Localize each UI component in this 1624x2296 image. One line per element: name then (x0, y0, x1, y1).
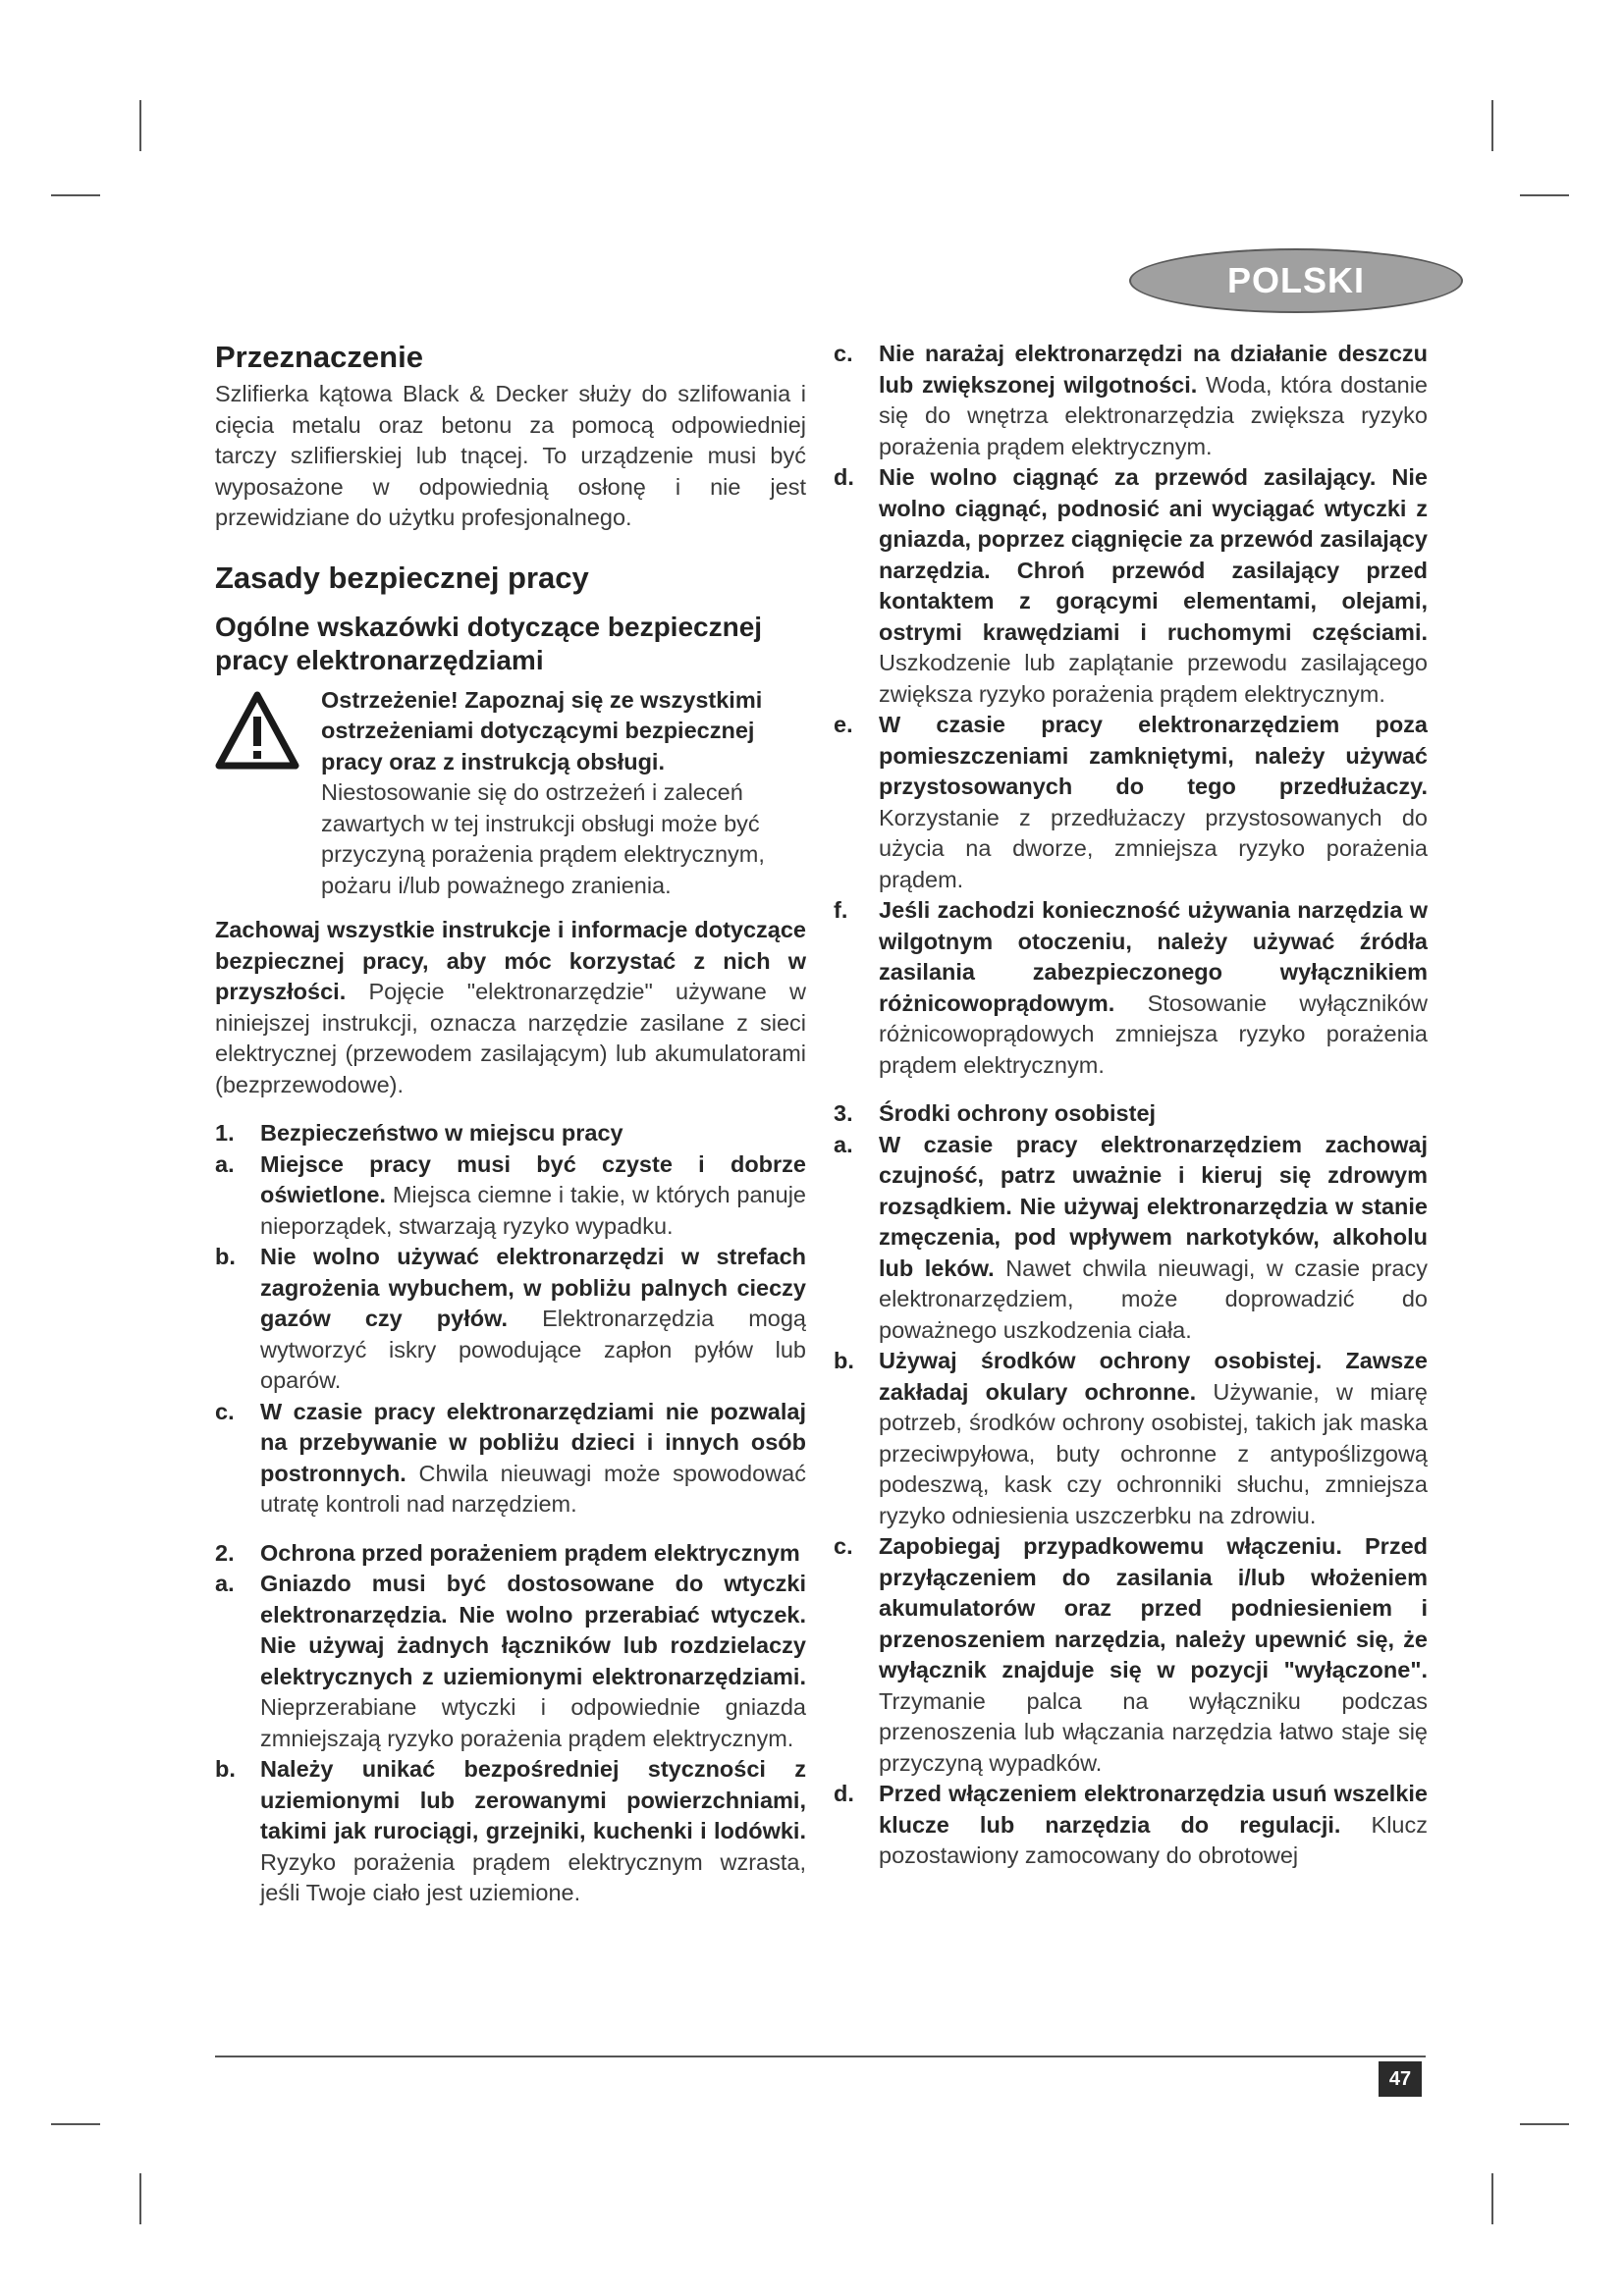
crop-mark (1520, 194, 1569, 196)
item-label: d. (834, 1781, 854, 1806)
item-bold: W czasie pracy elektronarzędziem poza pomieszczeniami zamkniętymi, należy używać przystosowanych do tego przedłużaczy. (879, 712, 1428, 799)
section-number: 1. (215, 1120, 235, 1146)
list-item (834, 1346, 1428, 1531)
item-text: Klucz pozostawiony zamocowany do obrotowej (879, 1811, 1428, 1868)
item-label: b. (834, 1348, 854, 1373)
crop-mark (1491, 100, 1493, 151)
crop-mark (139, 100, 141, 151)
footer-divider (215, 2056, 1426, 2057)
warning-body: Niestosowanie się do ostrzeżeń i zaleceń zawartych w tej instrukcji obsługi może być przyczyną porażenia prądem elektrycznym, pożaru i/lub poważnego zranienia. (321, 779, 765, 898)
left-column (215, 339, 806, 1909)
item-bold: Należy unikać bezpośredniej styczności z uziemionymi lub zerowanymi powierzchniami, takimi jak rurociągi, grzejniki, kuchenki i lodówki. (260, 1756, 806, 1843)
list-item (215, 1149, 806, 1243)
crop-mark (139, 2173, 141, 2224)
list-item (834, 1130, 1428, 1347)
item-label: d. (834, 464, 854, 490)
item-text: Chwila nieuwagi może spowodować utratę kontroli nad narzędziem. (260, 1460, 806, 1517)
item-label: a. (834, 1131, 853, 1157)
purpose-title: Przeznaczenie (215, 340, 423, 374)
item-bold: Nie narażaj elektronarzędzi na działanie deszczu lub zwiększonej wilgotności. (879, 341, 1428, 398)
item-bold: Jeśli zachodzi konieczność używania narzędzia w wilgotnym otoczeniu, należy używać źródła zasilania zabezpieczonego wyłącznikiem różnicowoprądowym. (879, 897, 1428, 1016)
item-bold: Miejsce pracy musi być czyste i dobrze oświetlone. (260, 1150, 806, 1207)
item-label: c. (834, 1533, 853, 1559)
section-heading (834, 1098, 1428, 1130)
crop-mark (51, 2123, 100, 2125)
right-column (834, 339, 1428, 1872)
safety-title: Zasady bezpiecznej pracy (215, 560, 589, 595)
item-bold: W czasie pracy elektronarzędziem zachowaj czujność, patrz uważnie i kieruj się zdrowym rozsądkiem. Nie używaj elektronarzędzia w stanie zmęczenia, pod wpływem narkotyków, alkoholu lub leków. (879, 1131, 1428, 1281)
item-label: f. (834, 897, 848, 923)
item-text: Nawet chwila nieuwagi, w czasie pracy elektronarzędziem, może doprowadzić do poważnego uszkodzenia ciała. (879, 1255, 1428, 1343)
crop-mark (1491, 2173, 1493, 2224)
list-item (215, 1242, 806, 1397)
item-label: e. (834, 712, 853, 737)
list-item (834, 1779, 1428, 1872)
warning-bold: Ostrzeżenie! Zapoznaj się ze wszystkimi ostrzeżeniami dotyczącymi bezpiecznej pracy oraz z instrukcją obsługi. (321, 686, 763, 774)
item-text: Korzystanie z przedłużaczy przystosowanych do użycia na dworze, zmniejsza ryzyko porażenia prądem. (879, 804, 1428, 892)
item-text: Elektronarzędzia mogą wytworzyć iskry powodujące zapłon pyłów lub oparów. (260, 1306, 806, 1393)
item-text: Uszkodzenie lub zaplątanie przewodu zasilającego zwiększa ryzyko porażenia prądem elektrycznym. (879, 650, 1428, 707)
list-item (215, 1569, 806, 1754)
keep-body: Pojęcie "elektronarzędzie" używane w niniejszej instrukcji, oznacza narzędzie zasilane z sieci elektrycznej (przewodem zasilającym) lub akumulatorami (bezprzewodowe). (215, 979, 806, 1097)
section-title: Środki ochrony osobistej (879, 1100, 1157, 1126)
list-item (215, 1397, 806, 1521)
section-number: 3. (834, 1100, 853, 1126)
item-bold: Zapobiegaj przypadkowemu włączeniu. Przed przyłączeniem do zasilania i/lub włożeniem akumulatorów oraz przed podniesieniem i przenoszeniem narzędzia, należy upewnić się, że wyłącznik znajduje się w pozycji "wyłączone". (879, 1533, 1428, 1682)
list-item (834, 1531, 1428, 1779)
item-text: Nieprzerabiane wtyczki i odpowiednie gniazda zmniejszają ryzyko porażenia prądem elektrycznym. (260, 1694, 806, 1751)
warning-triangle-icon (215, 691, 299, 770)
item-text: Stosowanie wyłączników różnicowoprądowych zmniejsza ryzyko porażenia prądem elektrycznym. (879, 989, 1428, 1078)
section-heading (215, 1538, 806, 1570)
item-bold: Używaj środków ochrony osobistej. Zawsze zakładaj okulary ochronne. (879, 1348, 1428, 1405)
warning-text (321, 685, 806, 902)
list-item (834, 339, 1428, 462)
item-text: Ryzyko porażenia prądem elektrycznym wzrasta, jeśli Twoje ciało jest uziemione. (260, 1848, 806, 1905)
item-bold: Gniazdo musi być dostosowane do wtyczki elektronarzędzia. Nie wolno przerabiać wtyczek. Nie używaj żadnych łączników lub rozdzielaczy elektrycznych z uziemionymi elektronarzędziami. (260, 1571, 806, 1689)
section-title: Bezpieczeństwo w miejscu pracy (260, 1120, 623, 1146)
item-text: Woda, która dostanie się do wnętrza elektronarzędzia zwiększa ryzyko porażenia prądem elektrycznym. (879, 371, 1428, 459)
item-bold: W czasie pracy elektronarzędziami nie pozwalaj na przebywanie w pobliżu dzieci i innych osób postronnych. (260, 1398, 806, 1486)
page-number: 47 (1379, 2061, 1422, 2097)
list-item (834, 895, 1428, 1081)
warning-block (215, 685, 806, 902)
item-text: Używanie, w miarę potrzeb, środków ochrony osobistej, takich jak maska przeciwpyłowa, buty ochronne z antypoślizgową podeszwą, kask czy ochronniki słuchu, zmniejsza ryzyko odniesienia uszczerbku na zdrowiu. (879, 1378, 1428, 1528)
item-label: b. (215, 1244, 236, 1269)
section-number: 2. (215, 1539, 235, 1566)
keep-bold: Zachowaj wszystkie instrukcje i informacje dotyczące bezpiecznej pracy, aby móc korzystać z nich w przyszłości. (215, 917, 806, 1004)
item-label: a. (215, 1571, 235, 1596)
crop-mark (51, 194, 100, 196)
item-bold: Przed włączeniem elektronarzędzia usuń wszelkie klucze lub narzędzia do regulacji. (879, 1781, 1428, 1838)
purpose-text: Szlifierka kątowa Black & Decker służy do szlifowania i cięcia metalu oraz betonu za pomocą odpowiedniej tarczy szlifierskiej lub tnącej. To urządzenie musi być wyposażone w odpowiednią osłonę i nie jest przewidziane do użytku profesjonalnego. (215, 381, 806, 530)
item-label: a. (215, 1150, 235, 1177)
item-bold: Nie wolno używać elektronarzędzi w strefach zagrożenia wybuchem, w pobliżu palnych cieczy gazów czy pyłów. (260, 1244, 806, 1331)
item-text: Trzymanie palca na wyłączniku podczas przenoszenia lub włączania narzędzia łatwo staje się przyczyną wypadków. (879, 1687, 1428, 1776)
list-item (215, 1754, 806, 1909)
crop-mark (1520, 2123, 1569, 2125)
general-title: Ogólne wskazówki dotyczące bezpiecznej pracy elektronarzędziami (215, 611, 763, 675)
keep-instructions (215, 915, 806, 1100)
list-item (834, 462, 1428, 710)
item-label: b. (215, 1756, 236, 1782)
item-text: Miejsca ciemne i takie, w których panuje nieporządek, stwarzają ryzyko wypadku. (260, 1182, 806, 1239)
section-title: Ochrona przed porażeniem prądem elektrycznym (260, 1539, 800, 1566)
language-label: POLSKI (1226, 260, 1365, 300)
language-tab (1129, 248, 1463, 313)
section-heading (215, 1118, 806, 1149)
list-item (834, 710, 1428, 895)
item-label: c. (834, 341, 853, 366)
item-label: c. (215, 1398, 235, 1424)
item-bold: Nie wolno ciągnąć za przewód zasilający. Nie wolno ciągnąć, podnosić ani wyciągać wtyczki z gniazda, poprzez ciągnięcie za przewód zasilający narzędzia. Chroń przewód zasilający przed kontaktem z gorącymi elementami, olejami, ostrymi krawędziami i ruchomymi częściami. (879, 464, 1428, 645)
